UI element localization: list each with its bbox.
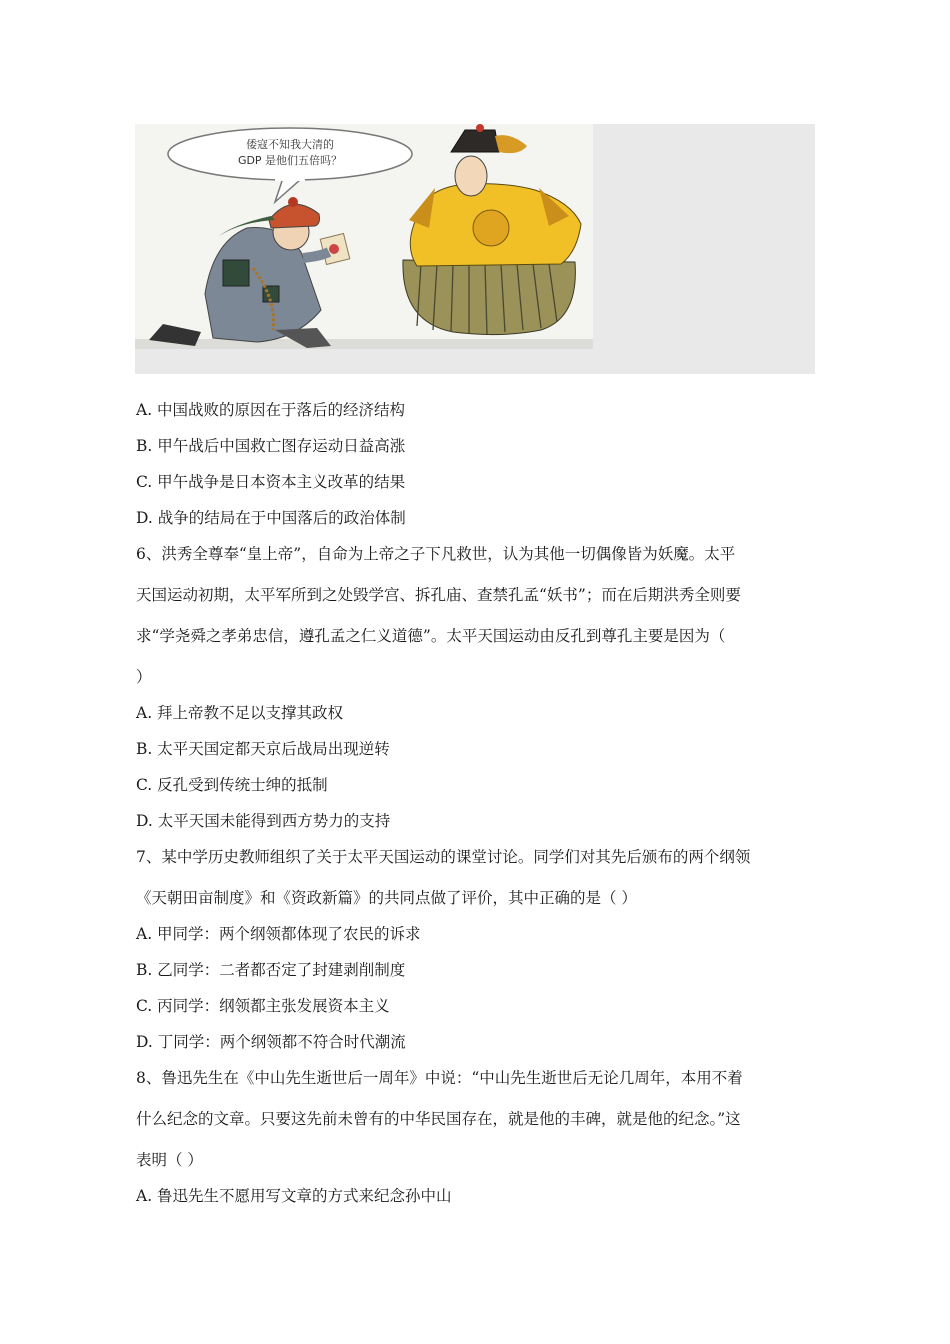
cartoon-figure [135,124,815,374]
question-text-line: 7、某中学历史教师组织了关于太平天国运动的课堂讨论。同学们对其先后颁布的两个纲领 [136,848,751,866]
answer-option: D. 太平天国未能得到西方势力的支持 [136,812,391,830]
question-text-line: 《天朝田亩制度》和《资政新篇》的共同点做了评价，其中正确的是（ ） [136,889,637,907]
answer-option: A. 鲁迅先生不愿用写文章的方式来纪念孙中山 [136,1187,452,1205]
question-text-line: 什么纪念的文章。只要这先前未曾有的中华民国存在，就是他的丰碑，就是他的纪念。”这 [136,1110,741,1128]
answer-option: A. 中国战败的原因在于落后的经济结构 [136,401,406,419]
speech-line-2: GDP 是他们五倍吗？ [237,154,343,167]
answer-option: B. 乙同学：二者都否定了封建剥削制度 [136,961,406,979]
answer-option: C. 甲午战争是日本资本主义改革的结果 [136,473,406,491]
question-text-line: 8、鲁迅先生在《中山先生逝世后一周年》中说：“中山先生逝世后无论几周年，本用不着 [136,1069,743,1087]
answer-option: A. 甲同学：两个纲领都体现了农民的诉求 [136,925,421,943]
answer-option: B. 太平天国定都天京后战局出现逆转 [136,740,390,758]
answer-option: D. 战争的结局在于中国落后的政治体制 [136,509,406,527]
qing-cartoon-illustration [135,124,593,349]
answer-option: D. 丁同学：两个纲领都不符合时代潮流 [136,1033,406,1051]
question-text-line: 天国运动初期，太平军所到之处毁学宫、拆孔庙、查禁孔孟“妖书”；而在后期洪秀全则要 [136,586,741,604]
question-text-line: 6、洪秀全尊奉“皇上帝”，自命为上帝之子下凡救世，认为其他一切偶像皆为妖魔。太平 [136,545,736,563]
question-text-line: ） [136,668,152,686]
answer-option: C. 丙同学：纲领都主张发展资本主义 [136,997,390,1015]
answer-option: B. 甲午战后中国救亡图存运动日益高涨 [136,437,406,455]
question-text-line: 表明（ ） [136,1151,203,1169]
answer-option: A. 拜上帝教不足以支撑其政权 [136,704,344,722]
answer-option: C. 反孔受到传统士绅的抵制 [136,776,328,794]
question-text-line: 求“学尧舜之孝弟忠信，遵孔孟之仁义道德”。太平天国运动由反孔到尊孔主要是因为（ [136,627,726,645]
speech-line-1: 倭寇不知我大清的 [246,138,334,151]
